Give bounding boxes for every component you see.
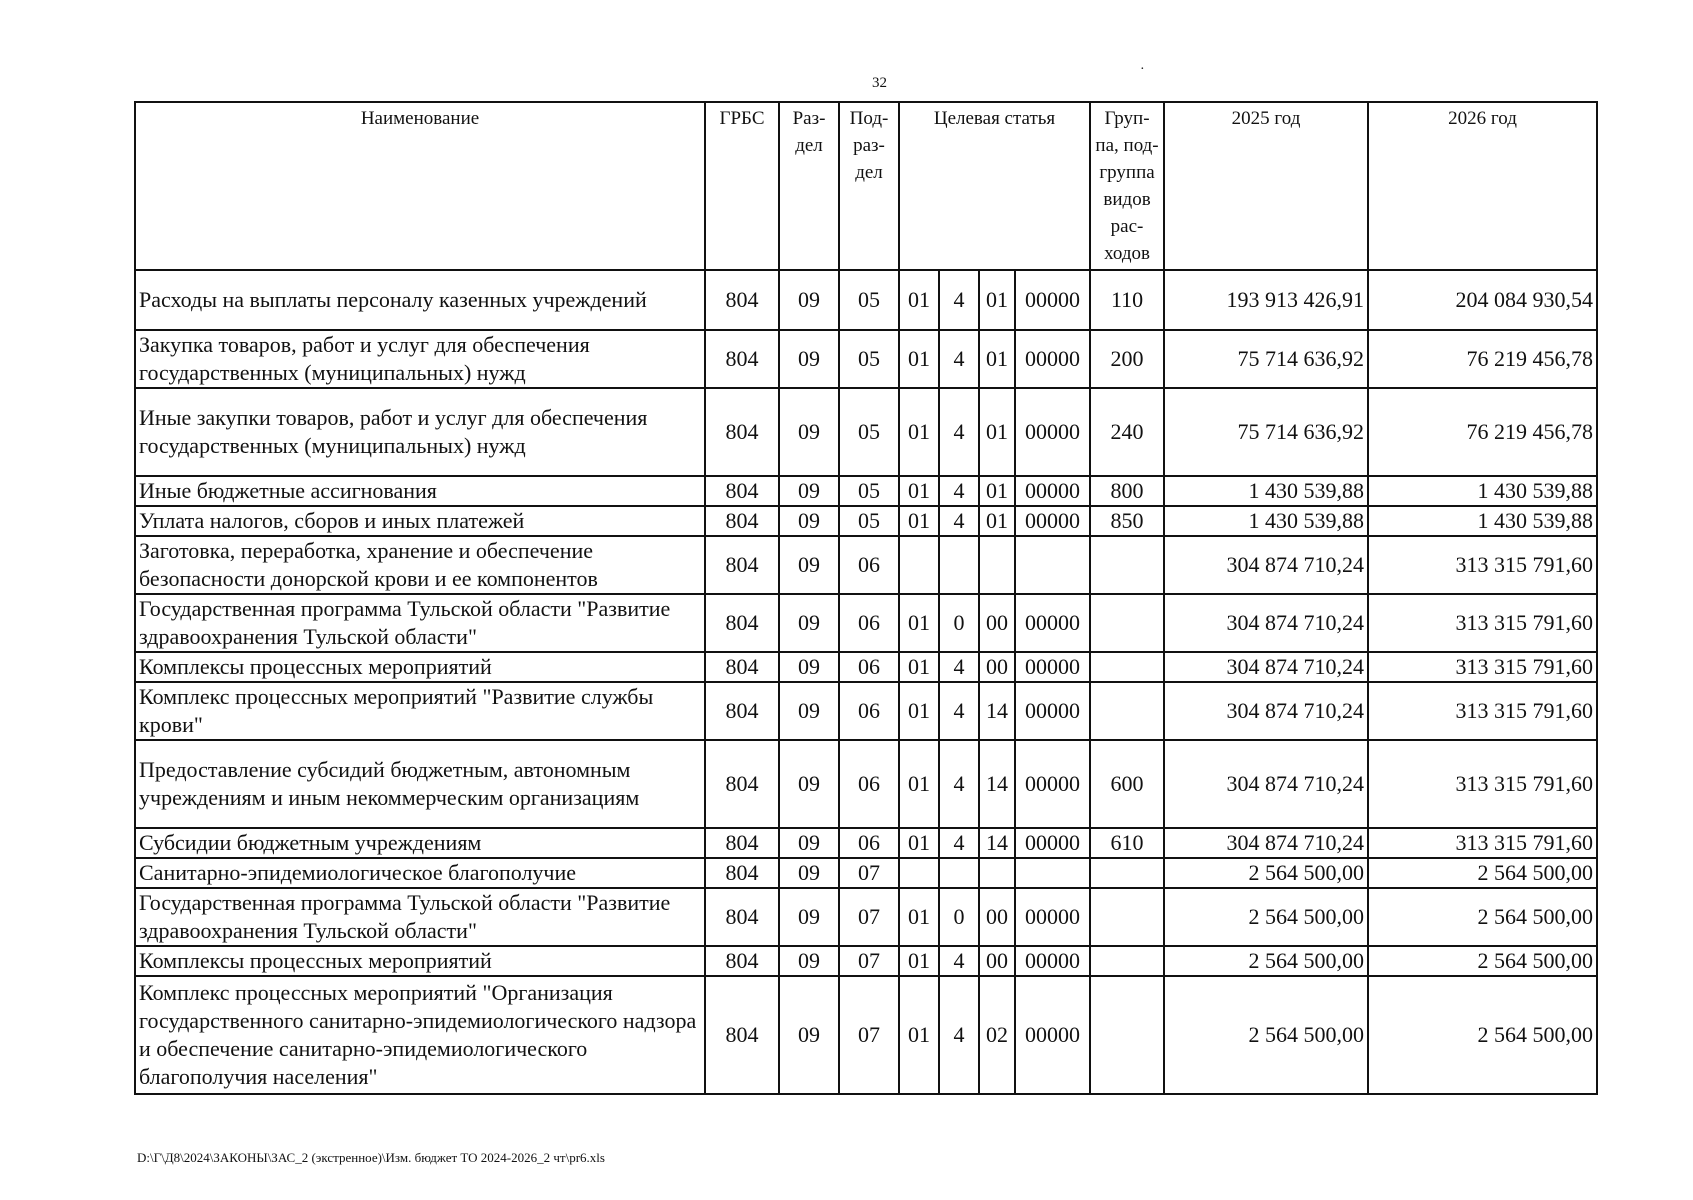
cell-grbs: 804 — [705, 976, 779, 1094]
cell-pr: 07 — [839, 976, 899, 1094]
cell-name: Закупка товаров, работ и услуг для обеспечения государственных (муниципальных) нужд — [135, 330, 705, 388]
cell-grbs: 804 — [705, 506, 779, 536]
cell-pr: 06 — [839, 828, 899, 858]
cell-t2: 4 — [939, 388, 979, 476]
cell-t4: 00000 — [1015, 388, 1090, 476]
cell-pr: 05 — [839, 330, 899, 388]
cell-name: Расходы на выплаты персоналу казенных учреждений — [135, 270, 705, 330]
cell-t3: 01 — [979, 330, 1015, 388]
table-row — [135, 858, 1597, 888]
cell-vr — [1090, 946, 1164, 976]
cell-t1 — [899, 536, 939, 594]
cell-name: Комплексы процессных мероприятий — [135, 946, 705, 976]
cell-y2025: 193 913 426,91 — [1164, 270, 1368, 330]
cell-y2025: 2 564 500,00 — [1164, 976, 1368, 1094]
cell-y2025: 2 564 500,00 — [1164, 858, 1368, 888]
cell-y2025: 304 874 710,24 — [1164, 652, 1368, 682]
cell-t2: 4 — [939, 270, 979, 330]
header-group: Груп- па, под- группа видов рас- ходов — [1090, 102, 1164, 270]
cell-rz: 09 — [779, 270, 839, 330]
cell-t2: 4 — [939, 330, 979, 388]
cell-t4: 00000 — [1015, 682, 1090, 740]
cell-vr: 850 — [1090, 506, 1164, 536]
table-row — [135, 652, 1597, 682]
cell-name: Государственная программа Тульской области "Развитие здравоохранения Тульской области" — [135, 888, 705, 946]
cell-name: Санитарно-эпидемиологическое благополучие — [135, 858, 705, 888]
cell-rz: 09 — [779, 888, 839, 946]
cell-t2: 4 — [939, 946, 979, 976]
cell-y2026: 313 315 791,60 — [1368, 682, 1597, 740]
cell-t3: 14 — [979, 682, 1015, 740]
cell-t2: 4 — [939, 740, 979, 828]
cell-rz: 09 — [779, 476, 839, 506]
cell-t4: 00000 — [1015, 946, 1090, 976]
cell-rz: 09 — [779, 506, 839, 536]
cell-t3: 02 — [979, 976, 1015, 1094]
cell-t1: 01 — [899, 976, 939, 1094]
cell-vr: 240 — [1090, 388, 1164, 476]
header-grbs: ГРБС — [705, 102, 779, 270]
cell-rz: 09 — [779, 594, 839, 652]
cell-vr — [1090, 976, 1164, 1094]
cell-name: Комплекс процессных мероприятий "Организация государственного санитарно-эпидемиологического надзора и обеспечение санитарно-эпидемиологического благополучия населения" — [135, 976, 705, 1094]
cell-vr: 800 — [1090, 476, 1164, 506]
cell-rz: 09 — [779, 740, 839, 828]
cell-rz: 09 — [779, 536, 839, 594]
table-row — [135, 740, 1597, 828]
cell-grbs: 804 — [705, 594, 779, 652]
cell-t1: 01 — [899, 330, 939, 388]
cell-t3: 01 — [979, 388, 1015, 476]
header-row — [135, 102, 1597, 270]
header-target: Целевая статья — [899, 102, 1090, 270]
cell-rz: 09 — [779, 976, 839, 1094]
table-row — [135, 388, 1597, 476]
cell-vr: 200 — [1090, 330, 1164, 388]
cell-t1: 01 — [899, 740, 939, 828]
table-row — [135, 594, 1597, 652]
cell-vr — [1090, 888, 1164, 946]
cell-y2026: 2 564 500,00 — [1368, 976, 1597, 1094]
table-row — [135, 682, 1597, 740]
cell-t3 — [979, 858, 1015, 888]
cell-t1: 01 — [899, 682, 939, 740]
cell-t4: 00000 — [1015, 976, 1090, 1094]
cell-vr: 600 — [1090, 740, 1164, 828]
cell-t4: 00000 — [1015, 652, 1090, 682]
header-2025: 2025 год — [1164, 102, 1368, 270]
cell-grbs: 804 — [705, 828, 779, 858]
cell-t2: 4 — [939, 476, 979, 506]
cell-name: Уплата налогов, сборов и иных платежей — [135, 506, 705, 536]
header-razdel: Раз- дел — [779, 102, 839, 270]
cell-t2 — [939, 536, 979, 594]
cell-name: Предоставление субсидий бюджетным, автономным учреждениям и иным некоммерческим организациям — [135, 740, 705, 828]
cell-t2: 4 — [939, 652, 979, 682]
table-row — [135, 828, 1597, 858]
budget-table — [134, 101, 1598, 1095]
cell-pr: 06 — [839, 682, 899, 740]
cell-y2025: 304 874 710,24 — [1164, 594, 1368, 652]
cell-t4: 00000 — [1015, 888, 1090, 946]
cell-grbs: 804 — [705, 858, 779, 888]
cell-grbs: 804 — [705, 330, 779, 388]
table-row — [135, 270, 1597, 330]
cell-t3: 01 — [979, 476, 1015, 506]
cell-y2025: 2 564 500,00 — [1164, 888, 1368, 946]
cell-rz: 09 — [779, 828, 839, 858]
cell-t2: 4 — [939, 682, 979, 740]
cell-t3: 14 — [979, 828, 1015, 858]
cell-rz: 09 — [779, 652, 839, 682]
cell-y2026: 2 564 500,00 — [1368, 946, 1597, 976]
cell-grbs: 804 — [705, 888, 779, 946]
cell-vr — [1090, 682, 1164, 740]
cell-y2026: 1 430 539,88 — [1368, 506, 1597, 536]
cell-vr: 110 — [1090, 270, 1164, 330]
cell-t4: 00000 — [1015, 506, 1090, 536]
cell-t4: 00000 — [1015, 270, 1090, 330]
cell-y2025: 304 874 710,24 — [1164, 740, 1368, 828]
cell-t3: 00 — [979, 888, 1015, 946]
table-row — [135, 946, 1597, 976]
cell-name: Государственная программа Тульской области "Развитие здравоохранения Тульской области" — [135, 594, 705, 652]
cell-t1: 01 — [899, 388, 939, 476]
cell-y2025: 304 874 710,24 — [1164, 682, 1368, 740]
cell-y2026: 313 315 791,60 — [1368, 740, 1597, 828]
cell-t3: 01 — [979, 506, 1015, 536]
cell-y2026: 2 564 500,00 — [1368, 888, 1597, 946]
cell-pr: 07 — [839, 888, 899, 946]
cell-vr — [1090, 594, 1164, 652]
cell-grbs: 804 — [705, 946, 779, 976]
cell-y2026: 76 219 456,78 — [1368, 388, 1597, 476]
cell-grbs: 804 — [705, 740, 779, 828]
cell-rz: 09 — [779, 946, 839, 976]
cell-t1 — [899, 858, 939, 888]
cell-t4 — [1015, 858, 1090, 888]
cell-vr — [1090, 652, 1164, 682]
cell-t1: 01 — [899, 594, 939, 652]
cell-name: Комплексы процессных мероприятий — [135, 652, 705, 682]
cell-t2: 0 — [939, 594, 979, 652]
table-row — [135, 506, 1597, 536]
cell-t1: 01 — [899, 506, 939, 536]
page-number: 32 — [872, 75, 887, 91]
cell-name: Комплекс процессных мероприятий "Развитие службы крови" — [135, 682, 705, 740]
cell-y2026: 76 219 456,78 — [1368, 330, 1597, 388]
cell-t1: 01 — [899, 652, 939, 682]
cell-pr: 06 — [839, 740, 899, 828]
cell-t2: 4 — [939, 976, 979, 1094]
cell-t4 — [1015, 536, 1090, 594]
cell-t3: 00 — [979, 594, 1015, 652]
cell-y2025: 304 874 710,24 — [1164, 536, 1368, 594]
cell-t3: 00 — [979, 652, 1015, 682]
footer-file-path: D:\Г\Д8\2024\ЗАКОНЫ\ЗАС_2 (экстренное)\Изм. бюджет ТО 2024-2026_2 чт\pr6.xls — [137, 1150, 605, 1165]
cell-t2: 4 — [939, 506, 979, 536]
cell-t2 — [939, 858, 979, 888]
cell-pr: 05 — [839, 388, 899, 476]
cell-grbs: 804 — [705, 536, 779, 594]
header-podrazdel: Под- раз- дел — [839, 102, 899, 270]
cell-t2: 4 — [939, 828, 979, 858]
table-row — [135, 536, 1597, 594]
cell-grbs: 804 — [705, 682, 779, 740]
table-row — [135, 888, 1597, 946]
cell-y2026: 313 315 791,60 — [1368, 652, 1597, 682]
cell-grbs: 804 — [705, 388, 779, 476]
cell-t2: 0 — [939, 888, 979, 946]
cell-pr: 05 — [839, 506, 899, 536]
cell-vr — [1090, 536, 1164, 594]
cell-y2026: 1 430 539,88 — [1368, 476, 1597, 506]
cell-y2026: 313 315 791,60 — [1368, 828, 1597, 858]
cell-name: Субсидии бюджетным учреждениям — [135, 828, 705, 858]
cell-y2026: 313 315 791,60 — [1368, 536, 1597, 594]
cell-y2025: 75 714 636,92 — [1164, 330, 1368, 388]
cell-rz: 09 — [779, 682, 839, 740]
cell-t4: 00000 — [1015, 594, 1090, 652]
cell-y2026: 2 564 500,00 — [1368, 858, 1597, 888]
cell-rz: 09 — [779, 330, 839, 388]
cell-pr: 06 — [839, 652, 899, 682]
cell-name: Иные бюджетные ассигнования — [135, 476, 705, 506]
table-row — [135, 976, 1597, 1094]
header-name: Наименование — [135, 102, 705, 270]
cell-t4: 00000 — [1015, 828, 1090, 858]
cell-t4: 00000 — [1015, 476, 1090, 506]
cell-grbs: 804 — [705, 270, 779, 330]
cell-t1: 01 — [899, 476, 939, 506]
cell-y2025: 304 874 710,24 — [1164, 828, 1368, 858]
table-row — [135, 330, 1597, 388]
cell-t4: 00000 — [1015, 330, 1090, 388]
cell-y2026: 313 315 791,60 — [1368, 594, 1597, 652]
cell-vr — [1090, 858, 1164, 888]
cell-pr: 07 — [839, 858, 899, 888]
cell-y2025: 1 430 539,88 — [1164, 476, 1368, 506]
cell-rz: 09 — [779, 388, 839, 476]
cell-t1: 01 — [899, 270, 939, 330]
cell-y2025: 1 430 539,88 — [1164, 506, 1368, 536]
cell-pr: 05 — [839, 270, 899, 330]
cell-grbs: 804 — [705, 652, 779, 682]
table-row — [135, 476, 1597, 506]
cell-pr: 07 — [839, 946, 899, 976]
cell-t3: 01 — [979, 270, 1015, 330]
cell-pr: 06 — [839, 536, 899, 594]
cell-grbs: 804 — [705, 476, 779, 506]
cell-y2025: 75 714 636,92 — [1164, 388, 1368, 476]
cell-t3: 00 — [979, 946, 1015, 976]
cell-y2026: 204 084 930,54 — [1368, 270, 1597, 330]
cell-name: Заготовка, переработка, хранение и обеспечение безопасности донорской крови и ее компонентов — [135, 536, 705, 594]
cell-t3 — [979, 536, 1015, 594]
cell-vr: 610 — [1090, 828, 1164, 858]
stray-dot: · — [1140, 62, 1145, 77]
cell-rz: 09 — [779, 858, 839, 888]
cell-t4: 00000 — [1015, 740, 1090, 828]
cell-pr: 06 — [839, 594, 899, 652]
cell-t3: 14 — [979, 740, 1015, 828]
cell-pr: 05 — [839, 476, 899, 506]
cell-y2025: 2 564 500,00 — [1164, 946, 1368, 976]
cell-name: Иные закупки товаров, работ и услуг для обеспечения государственных (муниципальных) нужд — [135, 388, 705, 476]
cell-t1: 01 — [899, 888, 939, 946]
header-2026: 2026 год — [1368, 102, 1597, 270]
cell-t1: 01 — [899, 828, 939, 858]
cell-t1: 01 — [899, 946, 939, 976]
table-body — [135, 270, 1597, 1094]
